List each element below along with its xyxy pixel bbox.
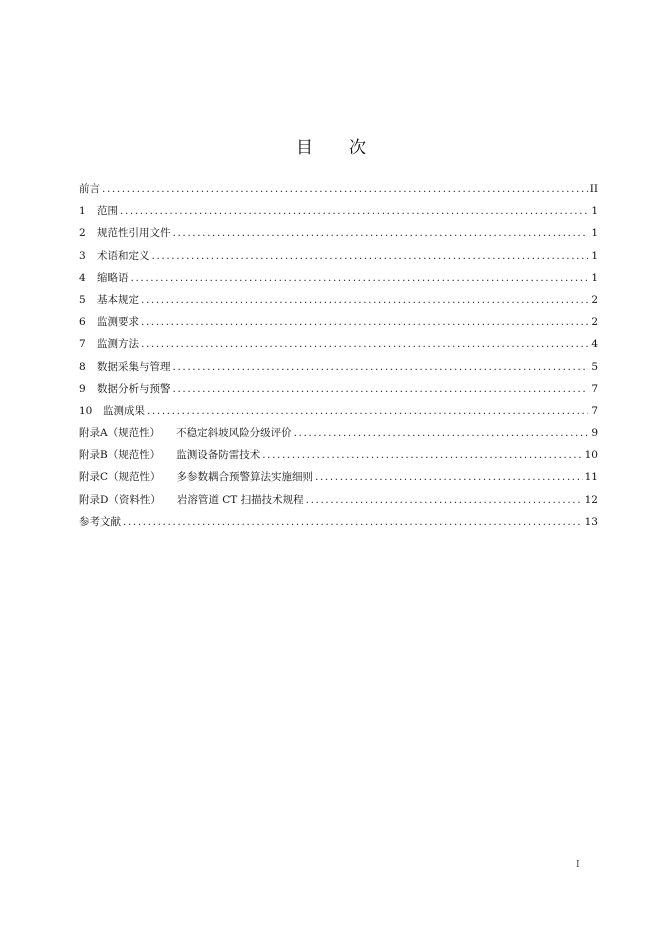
toc-dot-leader: [141, 335, 588, 353]
toc-entry-label: 监测方法: [97, 338, 139, 351]
toc-entry-page-number: 10: [584, 449, 598, 462]
toc-entry-label: 数据采集与管理: [97, 360, 171, 373]
toc-entry[interactable]: [79, 313, 598, 335]
toc-entry-number: 7: [79, 338, 86, 351]
toc-dot-leader: [315, 468, 583, 486]
toc-entry-subtitle: 监测设备防雷技术: [176, 449, 261, 462]
toc-dot-leader: [306, 491, 583, 509]
toc-entry-label: 数据分析与预警: [97, 382, 171, 395]
toc-entry-number: 8: [79, 360, 86, 373]
toc-entry-page-number: 1: [591, 271, 598, 284]
toc-dot-leader: [173, 380, 589, 398]
toc-entry[interactable]: [79, 335, 598, 357]
toc-entry[interactable]: [79, 424, 598, 446]
toc-entry-number: 5: [79, 293, 86, 306]
toc-entry[interactable]: [79, 513, 598, 535]
toc-entry[interactable]: [79, 402, 598, 424]
toc-entry-label: 监测成果: [103, 404, 145, 417]
toc-title: [0, 133, 662, 158]
toc-entry[interactable]: [79, 491, 598, 513]
toc-title-char-1: 目: [296, 138, 313, 158]
toc-entry-subtitle: 岩溶管道 CT 扫描技术规程: [176, 493, 304, 506]
toc-dot-leader: [123, 513, 583, 531]
toc-entry-label: 附录D（资料性）: [79, 493, 161, 506]
toc-title-char-2: 次: [349, 138, 366, 158]
toc-entry[interactable]: [79, 247, 598, 269]
toc-entry[interactable]: [79, 446, 598, 468]
toc-entry[interactable]: [79, 224, 598, 246]
toc-entry[interactable]: [79, 180, 598, 202]
toc-entry-page-number: 12: [584, 493, 598, 506]
toc-dot-leader: [102, 180, 588, 198]
toc-entry-number: 4: [79, 271, 86, 284]
toc-entry-page-number: 7: [591, 404, 598, 417]
toc-entry[interactable]: [79, 358, 598, 380]
toc-dot-leader: [152, 247, 589, 265]
toc-entry-page-number: 5: [591, 360, 598, 373]
toc-entry-label: 基本规定: [97, 293, 139, 306]
toc-dot-leader: [141, 313, 588, 331]
toc-entry[interactable]: [79, 291, 598, 313]
toc-entry-label: 附录A（规范性）: [79, 427, 161, 440]
toc-entry-number: 2: [79, 227, 86, 240]
toc-entry-label: 规范性引用文件: [97, 227, 171, 240]
toc-dot-leader: [294, 424, 588, 442]
toc-entry[interactable]: [79, 380, 598, 402]
toc-dot-leader: [147, 402, 588, 420]
toc-entry-label: 参考文献: [79, 515, 121, 528]
toc-entry-page-number: 2: [591, 316, 598, 329]
toc-entry-subtitle: 不稳定斜坡风险分级评价: [176, 427, 292, 440]
toc-entry-number: 3: [79, 249, 86, 262]
toc-entry[interactable]: [79, 202, 598, 224]
toc-entry-page-number: 1: [591, 249, 598, 262]
toc-list: [79, 180, 598, 535]
toc-entry-subtitle: 多参数耦合预警算法实施细则: [176, 471, 314, 484]
toc-entry-page-number: 7: [591, 382, 598, 395]
toc-entry-label: 附录C（规范性）: [79, 471, 161, 484]
toc-entry-label: 附录B（规范性）: [79, 449, 161, 462]
page-number: I: [576, 860, 580, 870]
toc-dot-leader: [141, 291, 588, 309]
toc-dot-leader: [173, 224, 589, 242]
toc-entry-page-number: 1: [591, 205, 598, 218]
toc-entry[interactable]: [79, 269, 598, 291]
toc-entry-page-number: 4: [591, 338, 598, 351]
toc-dot-leader: [262, 446, 582, 464]
toc-dot-leader: [131, 269, 589, 287]
toc-entry-label: 范围: [97, 205, 118, 218]
toc-entry-label: 监测要求: [97, 316, 139, 329]
toc-entry-number: 6: [79, 316, 86, 329]
toc-entry-page-number: 11: [584, 471, 598, 484]
toc-entry-page-number: 2: [591, 293, 598, 306]
toc-entry-page-number: 13: [584, 515, 598, 528]
toc-entry-page-number: II: [589, 183, 598, 195]
toc-entry-page-number: 9: [591, 427, 598, 440]
toc-dot-leader: [173, 358, 589, 376]
toc-entry-label: 术语和定义: [97, 249, 150, 262]
toc-entry-label: 缩略语: [97, 271, 129, 284]
toc-entry-number: 10: [79, 404, 93, 417]
toc-entry-number: 1: [79, 205, 86, 218]
toc-entry-label: 前言: [79, 183, 100, 195]
toc-entry-number: 9: [79, 382, 86, 395]
toc-dot-leader: [120, 202, 588, 220]
toc-entry[interactable]: [79, 468, 598, 490]
toc-entry-page-number: 1: [591, 227, 598, 240]
